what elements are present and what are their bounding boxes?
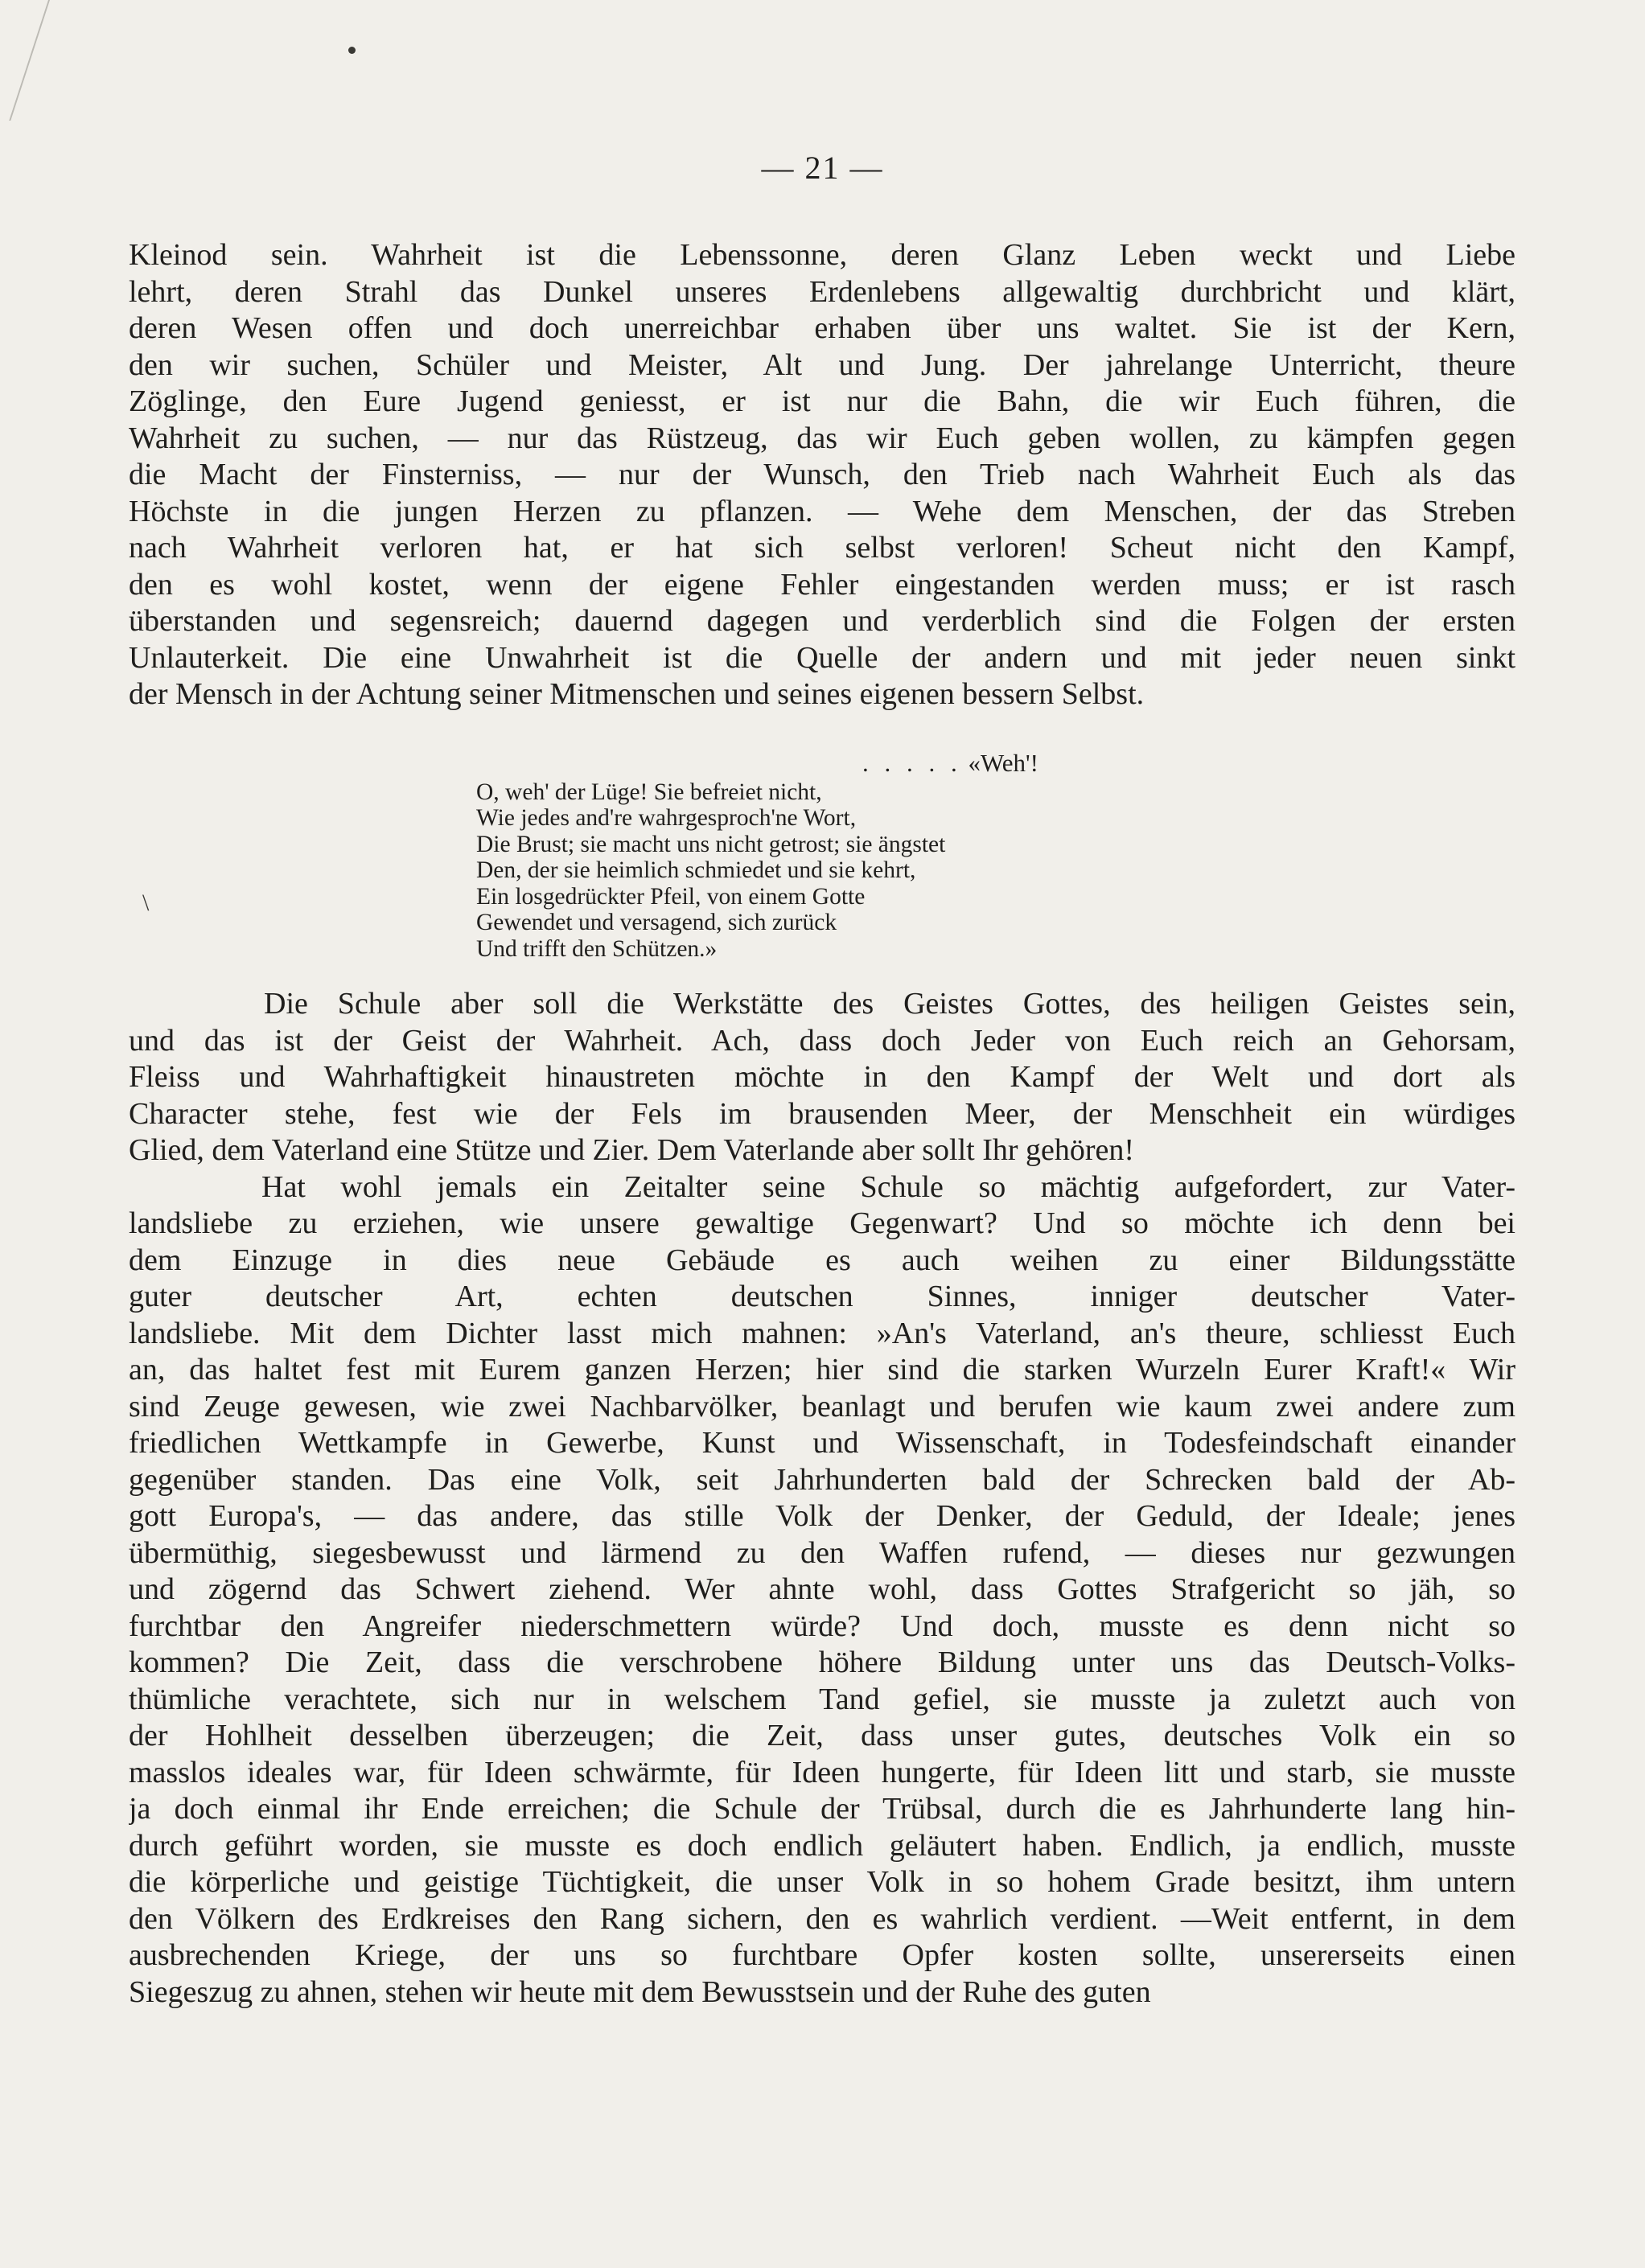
text-line: durch geführt worden, sie musste es doch endlich geläutert haben. Endlich, ja endlich, musste: [129, 1828, 1515, 1863]
text-line: ja doch einmal ihr Ende erreichen; die Schule der Trübsal, durch die es Jahrhunderte lang hin-: [129, 1792, 1515, 1826]
poem-line: Den, der sie heimlich schmiedet und sie kehrt,: [476, 857, 916, 883]
poem-lines: [476, 779, 1200, 963]
text-line: Unlauterkeit. Die eine Unwahrheit ist die Quelle der andern und mit jeder neuen sinkt: [129, 640, 1515, 675]
text-line: den wir suchen, Schüler und Meister, Alt und Jung. Der jahrelange Unterricht, theure: [129, 347, 1515, 382]
poem-line: Und trifft den Schützen.»: [476, 935, 718, 962]
text-line: Siegeszug zu ahnen, stehen wir heute mit dem Bewusstsein und der Ruhe des guten: [129, 1974, 1151, 2009]
poem-line: Gewendet und versagend, sich zurück: [476, 910, 837, 935]
text-line: dem Einzuge in dies neue Gebäude es auch weihen zu einer Bildungsstätte: [129, 1243, 1515, 1277]
poem-ellipsis: . . . . .: [862, 748, 962, 777]
poem-line: Die Brust; sie macht uns nicht getrost; sie ängstet: [476, 831, 946, 857]
text-line: die Macht der Finsterniss, — nur der Wunsch, den Trieb nach Wahrheit Euch als das: [129, 458, 1515, 491]
text-line: ausbrechenden Kriege, der uns so furchtbare Opfer kosten sollte, unsererseits einen: [129, 1938, 1515, 1972]
text-line: Kleinod sein. Wahrheit ist die Lebenssonne, deren Glanz Leben weckt und Liebe: [129, 238, 1515, 272]
text-line: furchtbar den Angreifer niederschmettern würde? Und doch, musste es denn nicht so: [129, 1609, 1515, 1643]
text-line: Hat wohl jemals ein Zeitalter seine Schule so mächtig aufgefordert, zur Vater-: [261, 1169, 1515, 1204]
text-line: nach Wahrheit verloren hat, er hat sich selbst verloren! Scheut nicht den Kampf,: [129, 531, 1515, 565]
text-line: landsliebe zu erziehen, wie unsere gewaltige Gegenwart? Und so möchte ich denn bei: [129, 1206, 1515, 1240]
text-line: den es wohl kostet, wenn der eigene Fehler eingestanden werden muss; er ist rasch: [129, 567, 1515, 602]
text-line: gegenüber standen. Das eine Volk, seit Jahrhunderten bald der Schrecken bald der Ab-: [129, 1462, 1515, 1497]
paragraph-3: [129, 1169, 1515, 2011]
text-line: Die Schule aber soll die Werkstätte des Geistes Gottes, des heiligen Geistes sein,: [264, 987, 1515, 1021]
text-line: lehrt, deren Strahl das Dunkel unseres Erdenlebens allgewaltig durchbricht und klärt,: [129, 274, 1515, 309]
paragraph-1: [129, 237, 1515, 713]
text-line: deren Wesen offen und doch unerreichbar erhaben über uns waltet. Sie ist der Kern,: [129, 311, 1515, 345]
text-line: friedlichen Wettkampfe in Gewerbe, Kunst und Wissenschaft, in Todesfeindschaft einander: [129, 1426, 1515, 1460]
text-line: Glied, dem Vaterland eine Stütze und Zier. Dem Vaterlande aber sollt Ihr gehören!: [129, 1133, 1135, 1167]
paragraph-2: [129, 986, 1515, 1169]
text-line: die körperliche und geistige Tüchtigkeit, die unser Volk in so hohem Grade besitzt, ihm untern: [129, 1865, 1515, 1899]
text-line: landsliebe. Mit dem Dichter lasst mich mahnen: »An's Vaterland, an's theure, schliesst Euch: [129, 1316, 1515, 1350]
page-edge-mark: [0, 0, 50, 121]
text-line: und das ist der Geist der Wahrheit. Ach, dass doch Jeder von Euch reich an Gehorsam,: [129, 1023, 1515, 1058]
text-line: masslos ideales war, für Ideen schwärmte, für Ideen hungerte, für Ideen litt und starb, sie musste: [129, 1755, 1515, 1789]
text-line: gott Europa's, — das andere, das stille Volk der Denker, der Geduld, der Ideale; jenes: [129, 1499, 1515, 1533]
poem-line: Wie jedes and're wahrgesproch'ne Wort,: [476, 805, 857, 831]
text-line: Fleiss und Wahrhaftigkeit hinaustreten möchte in den Kampf der Welt und dort als: [129, 1060, 1515, 1094]
poem-head-text: «Weh'!: [968, 748, 1038, 777]
text-line: thümliche verachtete, sich nur in welschem Tand gefiel, sie musste ja zuletzt auch von: [129, 1682, 1515, 1716]
poem-line: O, weh' der Lüge! Sie befreiet nicht,: [476, 779, 822, 805]
text-line: der Mensch in der Achtung seiner Mitmenschen und seines eigenen bessern Selbst.: [129, 677, 1145, 711]
text-line: kommen? Die Zeit, dass die verschrobene höhere Bildung unter uns das Deutsch-Volks-: [129, 1646, 1515, 1679]
poem-line: Ein losgedrückter Pfeil, von einem Gotte: [476, 883, 866, 910]
poem-head: [476, 747, 1200, 779]
text-line: sind Zeuge gewesen, wie zwei Nachbarvölker, beanlagt und berufen wie kaum zwei andere zum: [129, 1389, 1515, 1424]
page-number: — 21 —: [761, 150, 884, 186]
text-line: übermüthig, siegesbewusst und lärmend zu den Waffen rufend, — dieses nur gezwungen: [129, 1535, 1515, 1570]
main-text: [129, 237, 1515, 2011]
text-line: Wahrheit zu suchen, — nur das Rüstzeug, das wir Euch geben wollen, zu kämpfen gegen: [129, 421, 1515, 455]
margin-mark: \: [142, 890, 150, 916]
text-line: Höchste in die jungen Herzen zu pflanzen. — Wehe dem Menschen, der das Streben: [129, 494, 1515, 528]
poem-quote: [476, 747, 1200, 963]
text-line: an, das haltet fest mit Eurem ganzen Herzen; hier sind die starken Wurzeln Eurer Kraft!« Wir: [129, 1353, 1515, 1387]
text-line: Character stehe, fest wie der Fels im brausenden Meer, der Menschheit ein würdiges: [129, 1096, 1515, 1131]
text-line: überstanden und segensreich; dauernd dagegen und verderblich sind die Folgen der ersten: [129, 604, 1515, 638]
text-line: den Völkern des Erdkreises den Rang sichern, den es wahrlich verdient. —Weit entfernt, in dem: [129, 1901, 1515, 1936]
text-line: guter deutscher Art, echten deutschen Sinnes, inniger deutscher Vater-: [129, 1280, 1515, 1313]
ink-dot: [348, 47, 356, 54]
text-line: und zögernd das Schwert ziehend. Wer ahnte wohl, dass Gottes Strafgericht so jäh, so: [129, 1572, 1515, 1606]
text-line: Zöglinge, den Eure Jugend geniesst, er ist nur die Bahn, die wir Euch führen, die: [129, 384, 1515, 418]
text-line: der Hohlheit desselben überzeugen; die Zeit, dass unser gutes, deutsches Volk ein so: [129, 1719, 1515, 1752]
